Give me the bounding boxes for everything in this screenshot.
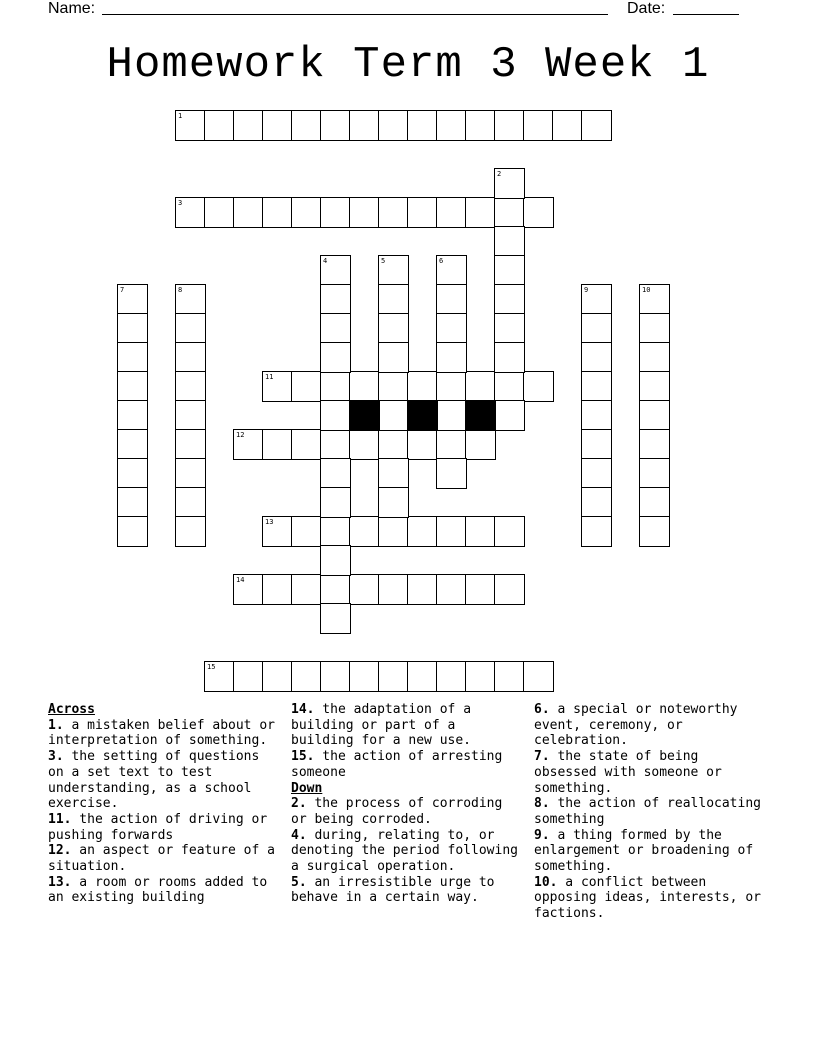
answer-cell[interactable] bbox=[436, 371, 467, 402]
clue-number: 9 bbox=[584, 286, 589, 294]
clue-number-label: 8. bbox=[534, 796, 550, 812]
answer-cell[interactable] bbox=[436, 284, 467, 315]
answer-cell[interactable] bbox=[581, 487, 612, 518]
answer-cell[interactable] bbox=[262, 371, 293, 402]
black-square bbox=[407, 400, 438, 431]
answer-cell[interactable] bbox=[465, 516, 496, 547]
clue-number: 6 bbox=[439, 257, 444, 265]
answer-cell[interactable] bbox=[494, 661, 525, 692]
clue-number-label: 15. bbox=[291, 749, 315, 765]
page-title: Homework Term 3 Week 1 bbox=[106, 40, 710, 90]
answer-cell[interactable] bbox=[349, 661, 380, 692]
answer-cell[interactable] bbox=[523, 197, 554, 228]
clue-item bbox=[534, 828, 766, 875]
answer-cell[interactable] bbox=[639, 284, 670, 315]
answer-cell[interactable] bbox=[175, 516, 206, 547]
answer-cell[interactable] bbox=[378, 400, 409, 431]
answer-cell[interactable] bbox=[407, 661, 438, 692]
answer-cell[interactable] bbox=[407, 574, 438, 605]
clue-number: 2 bbox=[497, 170, 502, 178]
answer-cell[interactable] bbox=[407, 197, 438, 228]
answer-cell[interactable] bbox=[378, 516, 409, 547]
answer-cell[interactable] bbox=[320, 516, 351, 547]
clue-text: the setting of questions on a set text to test understanding, as a school exercise. bbox=[48, 749, 260, 812]
clue-number: 5 bbox=[381, 257, 386, 265]
answer-cell[interactable] bbox=[639, 487, 670, 518]
answer-cell[interactable] bbox=[233, 429, 264, 460]
answer-cell[interactable] bbox=[291, 516, 322, 547]
answer-cell[interactable] bbox=[552, 110, 583, 141]
black-square bbox=[349, 400, 380, 431]
answer-cell[interactable] bbox=[407, 429, 438, 460]
answer-cell[interactable] bbox=[378, 255, 409, 286]
answer-cell[interactable] bbox=[175, 371, 206, 402]
clue-section-heading: Down bbox=[291, 780, 323, 796]
answer-cell[interactable] bbox=[320, 458, 351, 489]
answer-cell[interactable] bbox=[175, 313, 206, 344]
answer-cell[interactable] bbox=[378, 487, 409, 518]
clue-number: 15 bbox=[207, 663, 216, 671]
answer-cell[interactable] bbox=[581, 458, 612, 489]
answer-cell[interactable] bbox=[436, 661, 467, 692]
clue-number: 14 bbox=[236, 576, 245, 584]
answer-cell[interactable] bbox=[320, 429, 351, 460]
answer-cell[interactable] bbox=[465, 110, 496, 141]
answer-cell[interactable] bbox=[436, 342, 467, 373]
answer-cell[interactable] bbox=[320, 255, 351, 286]
answer-cell[interactable] bbox=[320, 342, 351, 373]
answer-cell[interactable] bbox=[117, 487, 148, 518]
answer-cell[interactable] bbox=[378, 574, 409, 605]
answer-cell[interactable] bbox=[378, 110, 409, 141]
answer-cell[interactable] bbox=[175, 458, 206, 489]
answer-cell[interactable] bbox=[494, 400, 525, 431]
clue-text: the process of corroding or being corroded. bbox=[291, 796, 503, 827]
answer-cell[interactable] bbox=[436, 458, 467, 489]
answer-cell[interactable] bbox=[320, 313, 351, 344]
answer-cell[interactable] bbox=[320, 487, 351, 518]
clue-section-heading: Across bbox=[48, 702, 95, 717]
answer-cell[interactable] bbox=[233, 110, 264, 141]
answer-cell[interactable] bbox=[349, 197, 380, 228]
answer-cell[interactable] bbox=[175, 429, 206, 460]
answer-cell[interactable] bbox=[291, 197, 322, 228]
answer-cell[interactable] bbox=[581, 516, 612, 547]
clue-text: the action of arresting someone bbox=[291, 749, 503, 780]
answer-cell[interactable] bbox=[523, 661, 554, 692]
clues-section bbox=[48, 702, 778, 956]
answer-cell[interactable] bbox=[494, 516, 525, 547]
answer-cell[interactable] bbox=[581, 342, 612, 373]
answer-cell[interactable] bbox=[465, 371, 496, 402]
answer-cell[interactable] bbox=[291, 429, 322, 460]
answer-cell[interactable] bbox=[233, 197, 264, 228]
answer-cell[interactable] bbox=[639, 313, 670, 344]
answer-cell[interactable] bbox=[117, 313, 148, 344]
clue-number-label: 2. bbox=[291, 796, 307, 812]
answer-cell[interactable] bbox=[639, 400, 670, 431]
answer-cell[interactable] bbox=[262, 574, 293, 605]
clue-item bbox=[534, 875, 766, 922]
answer-cell[interactable] bbox=[436, 255, 467, 286]
answer-cell[interactable] bbox=[204, 661, 235, 692]
clue-text: a mistaken belief about or interpretation of something. bbox=[48, 717, 275, 749]
clues-column-2 bbox=[291, 702, 523, 906]
answer-cell[interactable] bbox=[639, 342, 670, 373]
answer-cell[interactable] bbox=[291, 661, 322, 692]
clue-number: 7 bbox=[120, 286, 125, 294]
answer-cell[interactable] bbox=[436, 429, 467, 460]
clue-item bbox=[48, 843, 280, 874]
answer-cell[interactable] bbox=[291, 110, 322, 141]
clue-number: 10 bbox=[642, 286, 651, 294]
answer-cell[interactable] bbox=[494, 284, 525, 315]
answer-cell[interactable] bbox=[378, 661, 409, 692]
clue-number-label: 10. bbox=[534, 874, 558, 890]
answer-cell[interactable] bbox=[175, 284, 206, 315]
answer-cell[interactable] bbox=[262, 516, 293, 547]
clue-number-label: 9. bbox=[534, 827, 550, 843]
clue-item bbox=[534, 796, 766, 827]
clue-text: an aspect or feature of a situation. bbox=[48, 843, 275, 875]
answer-cell[interactable] bbox=[581, 284, 612, 315]
clue-text: a special or noteworthy event, ceremony, or celebration. bbox=[534, 702, 738, 749]
clue-number-label: 5. bbox=[291, 874, 307, 890]
answer-cell[interactable] bbox=[349, 516, 380, 547]
answer-cell[interactable] bbox=[117, 342, 148, 373]
clue-item bbox=[48, 875, 280, 906]
clue-text: during, relating to, or denoting the period following a surgical operation. bbox=[291, 827, 518, 875]
answer-cell[interactable] bbox=[117, 284, 148, 315]
answer-cell[interactable] bbox=[204, 110, 235, 141]
answer-cell[interactable] bbox=[581, 371, 612, 402]
answer-cell[interactable] bbox=[320, 545, 351, 576]
answer-cell[interactable] bbox=[465, 574, 496, 605]
answer-cell[interactable] bbox=[407, 110, 438, 141]
clue-number: 11 bbox=[265, 373, 274, 381]
answer-cell[interactable] bbox=[639, 371, 670, 402]
clue-item bbox=[48, 718, 280, 749]
clue-text: the action of driving or pushing forwards bbox=[48, 811, 268, 843]
answer-cell[interactable] bbox=[581, 110, 612, 141]
clue-item bbox=[291, 796, 523, 827]
answer-cell[interactable] bbox=[494, 371, 525, 402]
answer-cell[interactable] bbox=[175, 110, 206, 141]
answer-cell[interactable] bbox=[494, 110, 525, 141]
date-label: Date: bbox=[627, 0, 666, 17]
answer-cell[interactable] bbox=[378, 429, 409, 460]
answer-cell[interactable] bbox=[407, 371, 438, 402]
clue-number: 13 bbox=[265, 518, 274, 526]
clue-item bbox=[48, 749, 280, 812]
clue-number-label: 1. bbox=[48, 717, 64, 733]
clue-number: 3 bbox=[178, 199, 183, 207]
answer-cell[interactable] bbox=[378, 371, 409, 402]
answer-cell[interactable] bbox=[291, 371, 322, 402]
clue-item bbox=[291, 828, 523, 875]
clue-text: the action of reallocating something bbox=[534, 796, 761, 827]
black-square bbox=[465, 400, 496, 431]
clue-text: the state of being obsessed with someone or something. bbox=[534, 749, 722, 796]
answer-cell[interactable] bbox=[262, 661, 293, 692]
answer-cell[interactable] bbox=[436, 400, 467, 431]
answer-cell[interactable] bbox=[320, 371, 351, 402]
answer-cell[interactable] bbox=[494, 226, 525, 257]
clue-number: 1 bbox=[178, 112, 183, 120]
clue-item bbox=[534, 702, 766, 749]
clue-item bbox=[291, 875, 523, 906]
answer-cell[interactable] bbox=[320, 574, 351, 605]
answer-cell[interactable] bbox=[494, 342, 525, 373]
answer-cell[interactable] bbox=[262, 429, 293, 460]
answer-cell[interactable] bbox=[436, 516, 467, 547]
answer-cell[interactable] bbox=[262, 110, 293, 141]
answer-cell[interactable] bbox=[320, 284, 351, 315]
answer-cell[interactable] bbox=[581, 400, 612, 431]
answer-cell[interactable] bbox=[378, 458, 409, 489]
clue-item bbox=[291, 749, 523, 780]
answer-cell[interactable] bbox=[117, 371, 148, 402]
name-label: Name: bbox=[48, 0, 96, 17]
answer-cell[interactable] bbox=[320, 197, 351, 228]
answer-cell[interactable] bbox=[523, 110, 554, 141]
answer-cell[interactable] bbox=[175, 487, 206, 518]
clue-item bbox=[534, 749, 766, 796]
answer-cell[interactable] bbox=[436, 110, 467, 141]
answer-cell[interactable] bbox=[494, 197, 525, 228]
answer-cell[interactable] bbox=[175, 342, 206, 373]
answer-cell[interactable] bbox=[117, 400, 148, 431]
answer-cell[interactable] bbox=[291, 574, 322, 605]
clue-number: 12 bbox=[236, 431, 245, 439]
answer-cell[interactable] bbox=[494, 168, 525, 199]
answer-cell[interactable] bbox=[639, 516, 670, 547]
answer-cell[interactable] bbox=[233, 574, 264, 605]
answer-cell[interactable] bbox=[349, 110, 380, 141]
answer-cell[interactable] bbox=[436, 574, 467, 605]
clues-column-3 bbox=[534, 702, 766, 922]
answer-cell[interactable] bbox=[378, 342, 409, 373]
answer-cell[interactable] bbox=[117, 458, 148, 489]
clue-number-label: 3. bbox=[48, 749, 64, 765]
clue-text: a room or rooms added to an existing building bbox=[48, 874, 268, 906]
answer-cell[interactable] bbox=[175, 197, 206, 228]
answer-cell[interactable] bbox=[117, 429, 148, 460]
answer-cell[interactable] bbox=[494, 255, 525, 286]
answer-cell[interactable] bbox=[639, 458, 670, 489]
clue-number-label: 13. bbox=[48, 874, 72, 890]
answer-cell[interactable] bbox=[581, 429, 612, 460]
clue-number-label: 6. bbox=[534, 702, 550, 717]
answer-cell[interactable] bbox=[494, 313, 525, 344]
answer-cell[interactable] bbox=[349, 371, 380, 402]
answer-cell[interactable] bbox=[523, 371, 554, 402]
answer-cell[interactable] bbox=[465, 197, 496, 228]
answer-cell[interactable] bbox=[436, 313, 467, 344]
clue-text: an irresistible urge to behave in a certain way. bbox=[291, 874, 495, 906]
answer-cell[interactable] bbox=[407, 516, 438, 547]
clue-number: 4 bbox=[323, 257, 328, 265]
clue-text: a conflict between opposing ideas, interests, or factions. bbox=[534, 874, 761, 922]
answer-cell[interactable] bbox=[581, 313, 612, 344]
answer-cell[interactable] bbox=[320, 661, 351, 692]
clue-number-label: 11. bbox=[48, 811, 72, 827]
answer-cell[interactable] bbox=[465, 429, 496, 460]
clue-number-label: 14. bbox=[291, 702, 315, 717]
answer-cell[interactable] bbox=[204, 197, 235, 228]
answer-cell[interactable] bbox=[378, 197, 409, 228]
answer-cell[interactable] bbox=[349, 429, 380, 460]
clue-text: the adaptation of a building or part of a building for a new use. bbox=[291, 702, 472, 749]
answer-cell[interactable] bbox=[378, 284, 409, 315]
answer-cell[interactable] bbox=[494, 574, 525, 605]
answer-cell[interactable] bbox=[320, 110, 351, 141]
answer-cell[interactable] bbox=[436, 197, 467, 228]
answer-cell[interactable] bbox=[233, 661, 264, 692]
clue-text: a thing formed by the enlargement or broadening of something. bbox=[534, 827, 754, 875]
answer-cell[interactable] bbox=[175, 400, 206, 431]
clue-item bbox=[291, 702, 523, 749]
clue-number: 8 bbox=[178, 286, 183, 294]
clue-number-label: 4. bbox=[291, 827, 307, 843]
answer-cell[interactable] bbox=[639, 429, 670, 460]
answer-cell[interactable] bbox=[320, 603, 351, 634]
clue-item bbox=[48, 812, 280, 843]
answer-cell[interactable] bbox=[349, 574, 380, 605]
clue-number-label: 12. bbox=[48, 843, 72, 859]
answer-cell[interactable] bbox=[117, 516, 148, 547]
clue-number-label: 7. bbox=[534, 749, 550, 765]
answer-cell[interactable] bbox=[262, 197, 293, 228]
answer-cell[interactable] bbox=[378, 313, 409, 344]
answer-cell[interactable] bbox=[465, 661, 496, 692]
clues-column-1 bbox=[48, 702, 280, 906]
answer-cell[interactable] bbox=[320, 400, 351, 431]
